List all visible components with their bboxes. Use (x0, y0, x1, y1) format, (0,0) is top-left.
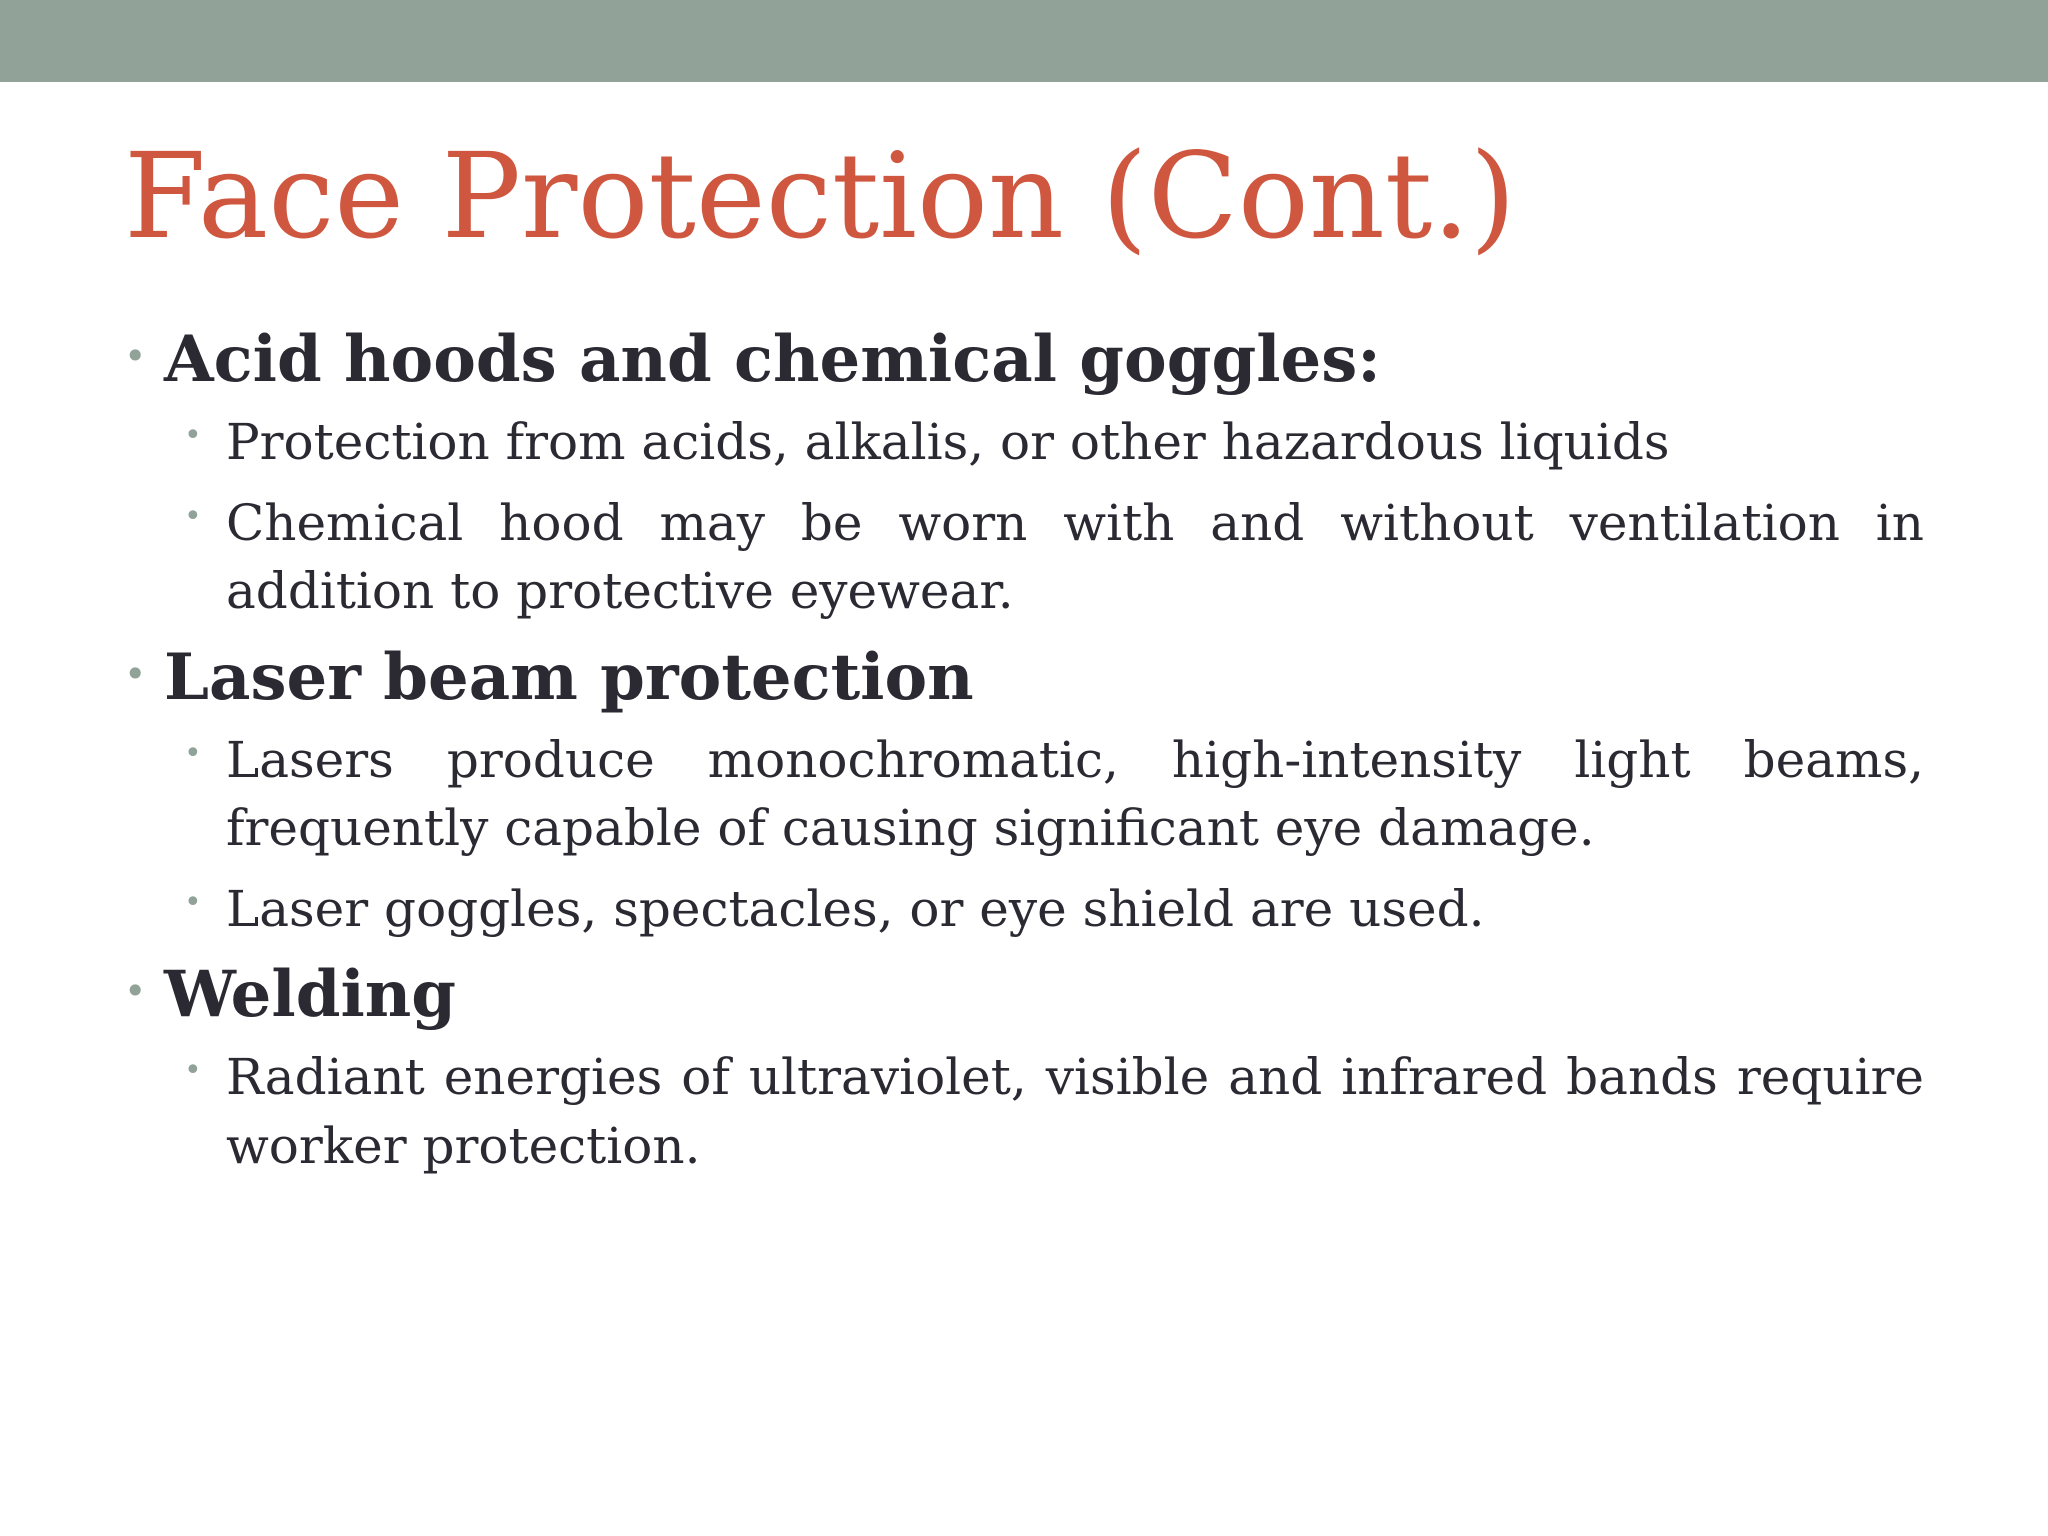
list-item (124, 408, 1924, 477)
list-item (124, 875, 1924, 944)
list-item (124, 489, 1924, 626)
list-item-text: Radiant energies of ultraviolet, visible and infrared bands require worker protection. (226, 1048, 1924, 1175)
list-item (124, 1043, 1924, 1180)
section-heading-row (124, 320, 1924, 400)
top-band (0, 0, 2048, 82)
section-heading: Laser beam protection (164, 639, 974, 715)
sub-bullet-list (124, 408, 1924, 626)
section-laser-beam (124, 638, 1924, 944)
slide-content (124, 320, 1924, 1192)
section-heading-row (124, 638, 1924, 718)
bullet-icon: • (124, 651, 147, 696)
bullet-icon: • (184, 884, 202, 920)
bullet-icon: • (124, 334, 147, 378)
slide-title: Face Protection (Cont.) (124, 127, 1516, 265)
list-item-text: Chemical hood may be worn with and without ventilation in addition to protective eyewear. (226, 493, 1924, 620)
list-item-text: Protection from acids, alkalis, or other hazardous liquids (226, 413, 1670, 471)
section-acid-hoods (124, 320, 1924, 626)
list-item-text: Laser goggles, spectacles, or eye shield are used. (226, 879, 1485, 938)
list-item-text: Lasers produce monochromatic, high-intensity light beams, frequently capable of causing significant eye damage. (226, 730, 1924, 857)
section-welding (124, 955, 1924, 1180)
bullet-icon: • (184, 1053, 202, 1088)
list-item (124, 726, 1924, 863)
bullet-icon: • (184, 735, 202, 771)
section-heading: Welding (164, 957, 457, 1032)
sub-bullet-list (124, 726, 1924, 944)
bullet-icon: • (184, 418, 202, 453)
bullet-icon: • (124, 969, 147, 1013)
section-heading: Acid hoods and chemical goggles: (164, 322, 1381, 397)
sub-bullet-list (124, 1043, 1924, 1180)
bullet-icon: • (184, 498, 202, 534)
section-heading-row (124, 955, 1924, 1035)
